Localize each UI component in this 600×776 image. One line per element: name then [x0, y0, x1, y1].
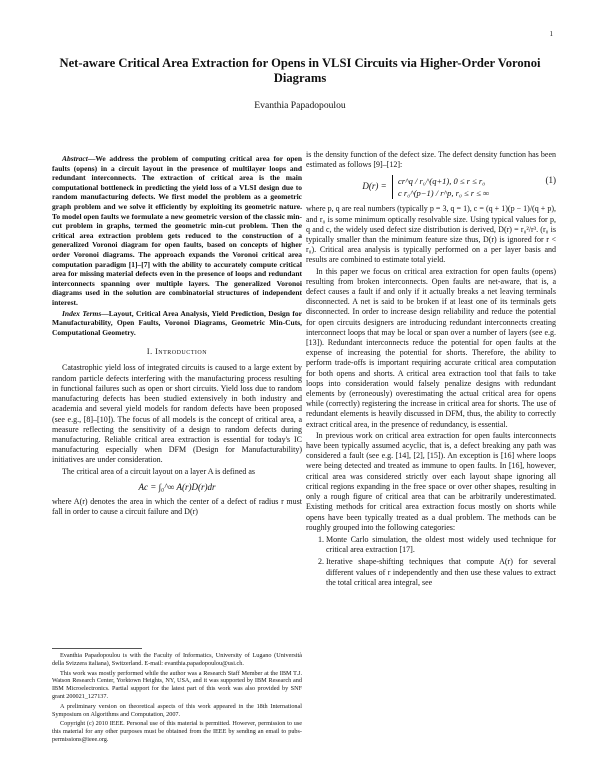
right-column: [306, 150, 556, 590]
footnote-rule: [52, 648, 142, 649]
footnotes: [52, 652, 302, 746]
right-paragraph-3: In previous work on critical area extraction for open faults interconnects have been typically assumed acyclic, that is, a defect breaking any path was considered a fault (see e.g. [14], [2], [15]). An exception is [16] where loops were being detected and treated as immune to open faults. In [16], however, critical area was considered strictly over each layout shape ignoring all critical regions expanding in the free space or over other shapes, resulting in only a rough figure of critical area that can be arbitrarily underestimated. Existing methods for critical area extraction focus mostly on shorts while opens have been typically treated as a dual problem. The methods can be roughly grouped into the following categories:: [306, 430, 556, 532]
list-item: 1. Monte Carlo simulation, the oldest most widely used technique for critical area extraction [17].: [326, 535, 556, 555]
section-heading-introduction: I. Introduction: [146, 347, 208, 357]
footnote-preliminary: A preliminary version on theoretical aspects of this work appeared in the 18th International Symposium on Algorithms and Computation, 2007.: [52, 702, 302, 718]
intro-paragraph-2: The critical area of a circuit layout on a layer A is defined as: [62, 466, 256, 476]
density-intro: is the density function of the defect size. The defect density function has been estimated as follows [9]–[12]:: [306, 150, 556, 170]
left-column: [52, 154, 302, 518]
equation-critical-area: Ac = ∫₀^∞ A(r)D(r)dr: [138, 481, 216, 492]
index-terms-text: —Layout, Critical Area Analysis, Yield Prediction, Design for Manufacturability, Open Faults, Voronoi Diagrams, Geometric Min-Cuts, Computational Geometry.: [52, 308, 303, 337]
footnote-support: This work was mostly performed while the author was a Research Staff Member at the IBM T.J. Watson Research Center, Yorktown Heights, NY, USA, and it was supported by IBM Research and IBM Microelectronics. Partial support for the latest part of this work was also provided by SNF grant 200021_127137.: [52, 669, 302, 700]
abstract-lead: Abstract: [62, 154, 88, 163]
abstract: [52, 154, 302, 308]
footnote-copyright: Copyright (c) 2010 IEEE. Personal use of this material is permitted. However, permission to use this material for any other purposes must be obtained from the IEEE by sending an email to pubs-permissions@ieee.org.: [52, 720, 302, 743]
paper-title: Net-aware Critical Area Extraction for Opens in VLSI Circuits via Higher-Order Voronoi Diagrams: [59, 56, 541, 85]
intro-paragraph-1: Catastrophic yield loss of integrated circuits is caused to a large extent by random particle defects interfering with the manufacturing process resulting in functional failures such as open or short circuits. Yield loss due to random manufacturing defects has been studied extensively in both industry and academia and several yield models for random defects have been proposed (see e.g., [8]–[10]). The focus of all models is the concept of critical area, a measure reflecting the sensitivity of a design to random defects during manufacturing. Reliable critical area extraction is essential for today's IC manufacturing especially when DFM (Design for Manufacturability) initiatives are under consideration.: [52, 363, 302, 465]
page-number: 1: [549, 30, 553, 38]
equation-lhs: D(r) =: [362, 181, 387, 192]
methods-list: [306, 535, 556, 588]
equation-cases: [392, 175, 489, 199]
right-paragraph-2: In this paper we focus on critical area extraction for open faults (opens) resulting from broken interconnects. Open faults are net-aware, that is, a defect causes a fault if and only if it actually breaks a net leaving terminals disconnected. A net is said to be broken if at least one of its terminals gets disconnected. In order to increase design reliability and reduce the potential for open circuits designers are introducing redundant interconnects creating interconnect loops that may be local or span over a number of layers (see e.g. [13]). Redundant interconnects reduce the potential for open faults at the expense of increasing the potential for shorts. Therefore, the ability to perform trade-offs is important requiring accurate critical area computation for both opens and shorts. A critical area extraction tool that fails to take loops into consideration would falsely penalize designs with redundant elements by (erroneously) overestimating the actual critical area for opens while (correctly) registering the increase in critical area for shorts. The use of redundant elements is heavily discussed in DFM, thus, the ability to correctly extract critical area, in the presence of redundancy, is essential.: [306, 266, 556, 429]
index-terms: [52, 309, 302, 338]
equation-number: (1): [545, 175, 556, 186]
right-paragraph-1: where p, q are real numbers (typically p = 3, q = 1), c = (q + 1)(p − 1)/(q + p), and r₀ is some minimum optically resolvable size. Using typical values for p, q and c, the widely used defect size distribution is derived, D(r) = r₀²/r³. (r₀ is typically smaller than the minimum feature size thus, D(r) is ignored for r < r₀). Critical area analysis is typically performed on a per layer basis and results are combined to estimate total yield.: [306, 204, 556, 265]
abstract-text: —We address the problem of computing critical area for open faults (opens) in a circuit layout in the presence of multilayer loops and redundant interconnects. The extraction of critical area is the main computational bottleneck in predicting the yield loss of a VLSI design due to random manufacturing defects. We first model the problem as a geometric graph problem and we solve it efficiently by exploiting its geometric nature. To model open faults we formulate a new geometric version of the classic min-cut problem in graphs, termed the geometric min-cut problem. Then the critical area extraction problem gets reduced to the construction of a generalized Voronoi diagram for open faults, based on concepts of higher order Voronoi diagrams. The approach expands the Voronoi critical area computation paradigm [1]–[7] with the ability to accurately compute critical area for missing material defects even in the presence of loops and redundant interconnects spanning over multiple layers. The generalized Voronoi diagrams used in the solution are combinatorial structures of independent interest.: [52, 154, 302, 307]
list-item: 2. Iterative shape-shifting techniques that compute A(r) for several different values of r independently and then use these values to extract the total critical area integral, see: [326, 557, 556, 588]
author-name: Evanthia Papadopoulou: [254, 100, 346, 111]
equation-case-2: c r₀^(p−1) / r^p, r₀ ≤ r ≤ ∞: [397, 188, 490, 199]
index-terms-lead: Index Terms: [62, 308, 102, 318]
intro-paragraph-3: where A(r) denotes the area in which the center of a defect of radius r must fall in order to cause a circuit failure and D(r): [52, 496, 302, 517]
footnote-affiliation: Evanthia Papadopoulou is with the Faculty of Informatics, University of Lugano (Università della Svizzera italiana), Switzerland. E-mail: evanthia.papadopoulou@usi.ch.: [52, 652, 302, 667]
equation-defect-density: [306, 175, 556, 199]
equation-case-1: cr^q / r₀^(q+1), 0 ≤ r ≤ r₀: [397, 176, 486, 187]
